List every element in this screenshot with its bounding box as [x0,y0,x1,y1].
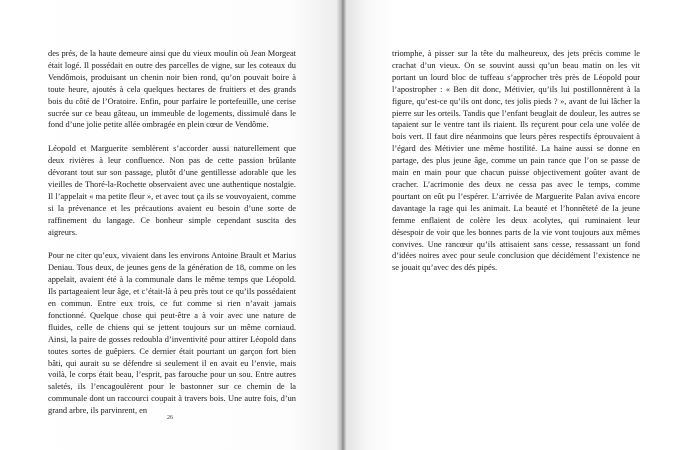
page-number: 26 [167,415,173,421]
right-paragraph-1: triomphe, à pisser sur la tête du malheureux, des jets précis comme le crachat d’un vieux. On se souvint aussi qu’un beau matin on les vit portant un lourd bloc de tuffeau s’approcher très près de Léopold pour l’apostropher : « Ben dit donc, Métivier, qu’ils lui postillonnèrent à la figure, qu’est-ce qu’ils ont donc, tes jolis pieds ? », avant de lui lâcher la pierre sur les orteils. Tandis que l’enfant beuglait de douleur, les autres se tapaient sur le ventre tant ils riaient. Ils reçurent pour cela une volée de bois vert. Il faut dire néanmoins que leurs pères respectifs éprouvaient à l’égard des Métivier une même hostilité. La haine aussi se donne en partage, des plus jeune âge, comme un pain rance que l’on se passe de main en main pour que chacun puisse objectivement goûter avant de cracher. L’acrimonie des deux ne cessa pas avec le temps, comme pourtant on eût pu l’espérer. L’arrivée de Marguerite Palan aviva encore davantage la rage qui les animait. La beauté et l’honnêteté de la jeune femme enflaient de colère les deux acolytes, qui ruminaient leur désespoir de voir que les bonnes parts de la vie vont toujours aux mêmes convives. Une rancœur qu’ils attisaient sans cesse, ressassant un fond d’idées noires avec pour seule conclusion que décidément l’existence ne se jouait qu’avec des dés pipés. [392,49,640,273]
left-paragraph-1: des prés, de la haute demeure ainsi que du vieux moulin où Jean Morgeat était logé. Il possédait en outre des parcelles de vigne, sur les coteaux du Vendômois, produisant un chenin noir bien rond, qu’on pouvait boire à toute heure, ajoutés à cela quelques hectares de fruitiers et des grands bois du côté de l’Oratoire. Enfin, pour parfaire le portefeuille, une cerise sucrée sur ce beau gâteau, un immeuble de logements, dissimulé dans le fond d’une jolie petite allée ombragée en plein cœur de Vendôme. [48,49,296,130]
right-page-text [392,48,640,274]
left-paragraph-2: Léopold et Marguerite semblèrent s’accorder aussi naturellement que deux rivières à leur confluence. Non pas de cette passion brûlante dévorant tout sur son passage, plutôt d’une gentillesse adorable que les vieilles de Thoré-la-Rochette observaient avec une authentique nostalgie. Il l’appelait « ma petite fleur », et avec tout ça ils se vouvoyaient, comme si la prévenance et les précautions avaient eu besoin d’une sorte de raffinement du langage. Ce bonheur simple cependant suscita des aigreurs. [48,144,296,237]
left-page [0,0,340,450]
left-page-text [48,48,296,417]
left-paragraph-3: Pour ne citer qu’eux, vivaient dans les environs Antoine Brault et Marius Deniau. Tous deux, de jeunes gens de la génération de 18, comme on les appelait, avaient été à la communale dans le même temps que Léopold. Ils partageaient leur âge, et c’était-là à peu près tout ce qu’ils possédaient en commun. Entre eux trois, ce fut comme si rien n’avait jamais fonctionné. Quelque chose qui peut-être a à voir avec une nature de fluides, celle de chiens qui se jettent toujours sur un même corniaud. Ainsi, la paire de gosses redoubla d’inventivité pour attirer Léopold dans toutes sortes de guêpiers. Ce dernier était pourtant un garçon fort bien bâti, qui aurait su se défendre si seulement il en avait eu l’envie, mais voilà, le corps était beau, l’esprit, pas farouche pour un sou. Entre autres saletés, ils l’encagoulèrent pour le bastonner sur ce chemin de la communale dont un raccourci coupait à travers bois. Une autre fois, d’un grand arbre, ils parvinrent, en [48,251,296,416]
right-page [346,0,686,450]
